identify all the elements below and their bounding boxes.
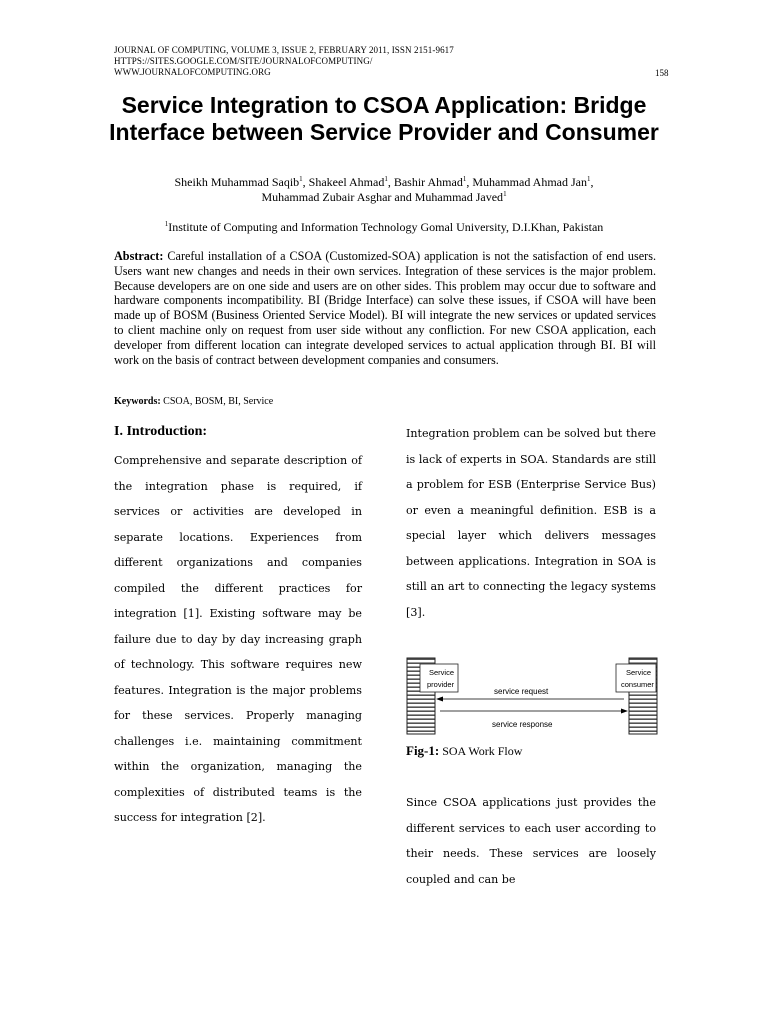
left-column xyxy=(114,424,362,831)
journal-line-1: JOURNAL OF COMPUTING, VOLUME 3, ISSUE 2, FEBRUARY 2011, ISSN 2151-9617 xyxy=(114,45,454,55)
abstract-text: Careful installation of a CSOA (Customized-SOA) application is not the satisfaction of end users. Users want new changes and needs in their own services. Integration of these services is the major problem. Because developers are on one side and users are on other sides. This problem may occur due to software and hardware components incompatibility. BI (Bridge Interface) can solve these issues, if CSOA will have been made up of BOSM (Business Oriented Service Model). BI will integrate the new services or updated services to client machine only on request from user side without any confliction. For new CSOA application, each developer from different location can integrate developed services to actual application through BI. BI will work on the basis of contract between development companies and consumers. xyxy=(114,249,656,367)
keywords xyxy=(114,396,273,407)
consumer-label-line-1: Service xyxy=(626,668,652,677)
author-5-sup: 1 xyxy=(503,190,507,198)
author-4-sup: 1 xyxy=(586,175,591,183)
figure-caption xyxy=(406,743,522,759)
keywords-label: Keywords: xyxy=(114,396,161,407)
figure-caption-label: Fig-1: xyxy=(406,743,440,758)
right-column-lower xyxy=(406,790,656,892)
soa-workflow-figure xyxy=(406,656,658,736)
keywords-text: CSOA, BOSM, BI, Service xyxy=(163,396,274,407)
intro-paragraph-right-1: Integration problem can be solved but there is lack of experts in SOA. Standards are still a problem for ESB (Enterprise Service Bus) or even a meaningful definition. ESB is a special layer which delivers messages between applications. Integration in SOA is still an art to connecting the legacy systems [3]. xyxy=(406,427,656,619)
abstract xyxy=(114,249,656,367)
journal-line-2: HTTPS://SITES.GOOGLE.COM/SITE/JOURNALOFCOMPUTING/ xyxy=(114,56,373,66)
response-arrowhead xyxy=(621,709,628,714)
section-heading: I. Introduction: xyxy=(114,424,208,439)
author-4: Muhammad Ahmad Jan xyxy=(472,175,587,189)
affiliation-text: Institute of Computing and Information Technology Gomal University, D.I.Khan, Pakistan xyxy=(168,220,604,234)
author-3-sup: 1 xyxy=(462,175,467,183)
provider-label-line-1: Service xyxy=(429,668,455,677)
affiliation xyxy=(100,220,668,235)
intro-paragraph-right-2: Since CSOA applications just provides the different services to each user according to their needs. These services are loosely coupled and can be xyxy=(406,796,656,886)
paper-title: Service Integration to CSOA Application: Bridge Interface between Service Provider and Consumer xyxy=(109,92,659,145)
right-column xyxy=(406,421,656,625)
author-3: Bashir Ahmad xyxy=(393,175,463,189)
request-label: service request xyxy=(494,687,549,696)
figure-caption-text: SOA Work Flow xyxy=(442,744,523,758)
author-1: Sheikh Muhammad Saqib xyxy=(174,175,300,189)
author-1-sup: 1 xyxy=(299,175,303,183)
page-number: 158 xyxy=(655,68,669,78)
author-2: Shakeel Ahmad xyxy=(308,175,385,189)
abstract-label: Abstract: xyxy=(114,249,164,263)
journal-header xyxy=(114,45,454,78)
request-arrowhead xyxy=(436,697,443,702)
author-list: Sheikh Muhammad Saqib$^1$, Shakeel Ahmad$^1$, Bashir Ahmad$^1$, Muhammad Ahmad Jan$^1$, Muhammad Zubair Asghar and Muhammad Javed$^1$ xyxy=(174,175,594,204)
intro-paragraph-left: Comprehensive and separate description of the integration phase is required, if services or activities are developed in separate locations. Experiences from different organizations and companies compiled the different practices for integration [1]. Existing software may be failure due to day by day increasing graph of technology. This software requires new features. Integration is the major problems for these services. Properly managing challenges i.e. maintaining commitment within the organization, managing the complexities of distributed teams is the success for integration [2]. xyxy=(114,454,362,824)
response-label: service response xyxy=(492,720,553,729)
consumer-label-line-2: consumer xyxy=(621,680,654,689)
affiliation-sup: 1 xyxy=(164,220,169,228)
provider-label-line-2: provider xyxy=(427,680,455,689)
author-5: Muhammad Zubair Asghar and Muhammad Javed xyxy=(261,190,504,204)
journal-line-3: WWW.JOURNALOFCOMPUTING.ORG xyxy=(114,67,271,77)
author-2-sup: 1 xyxy=(384,175,388,183)
